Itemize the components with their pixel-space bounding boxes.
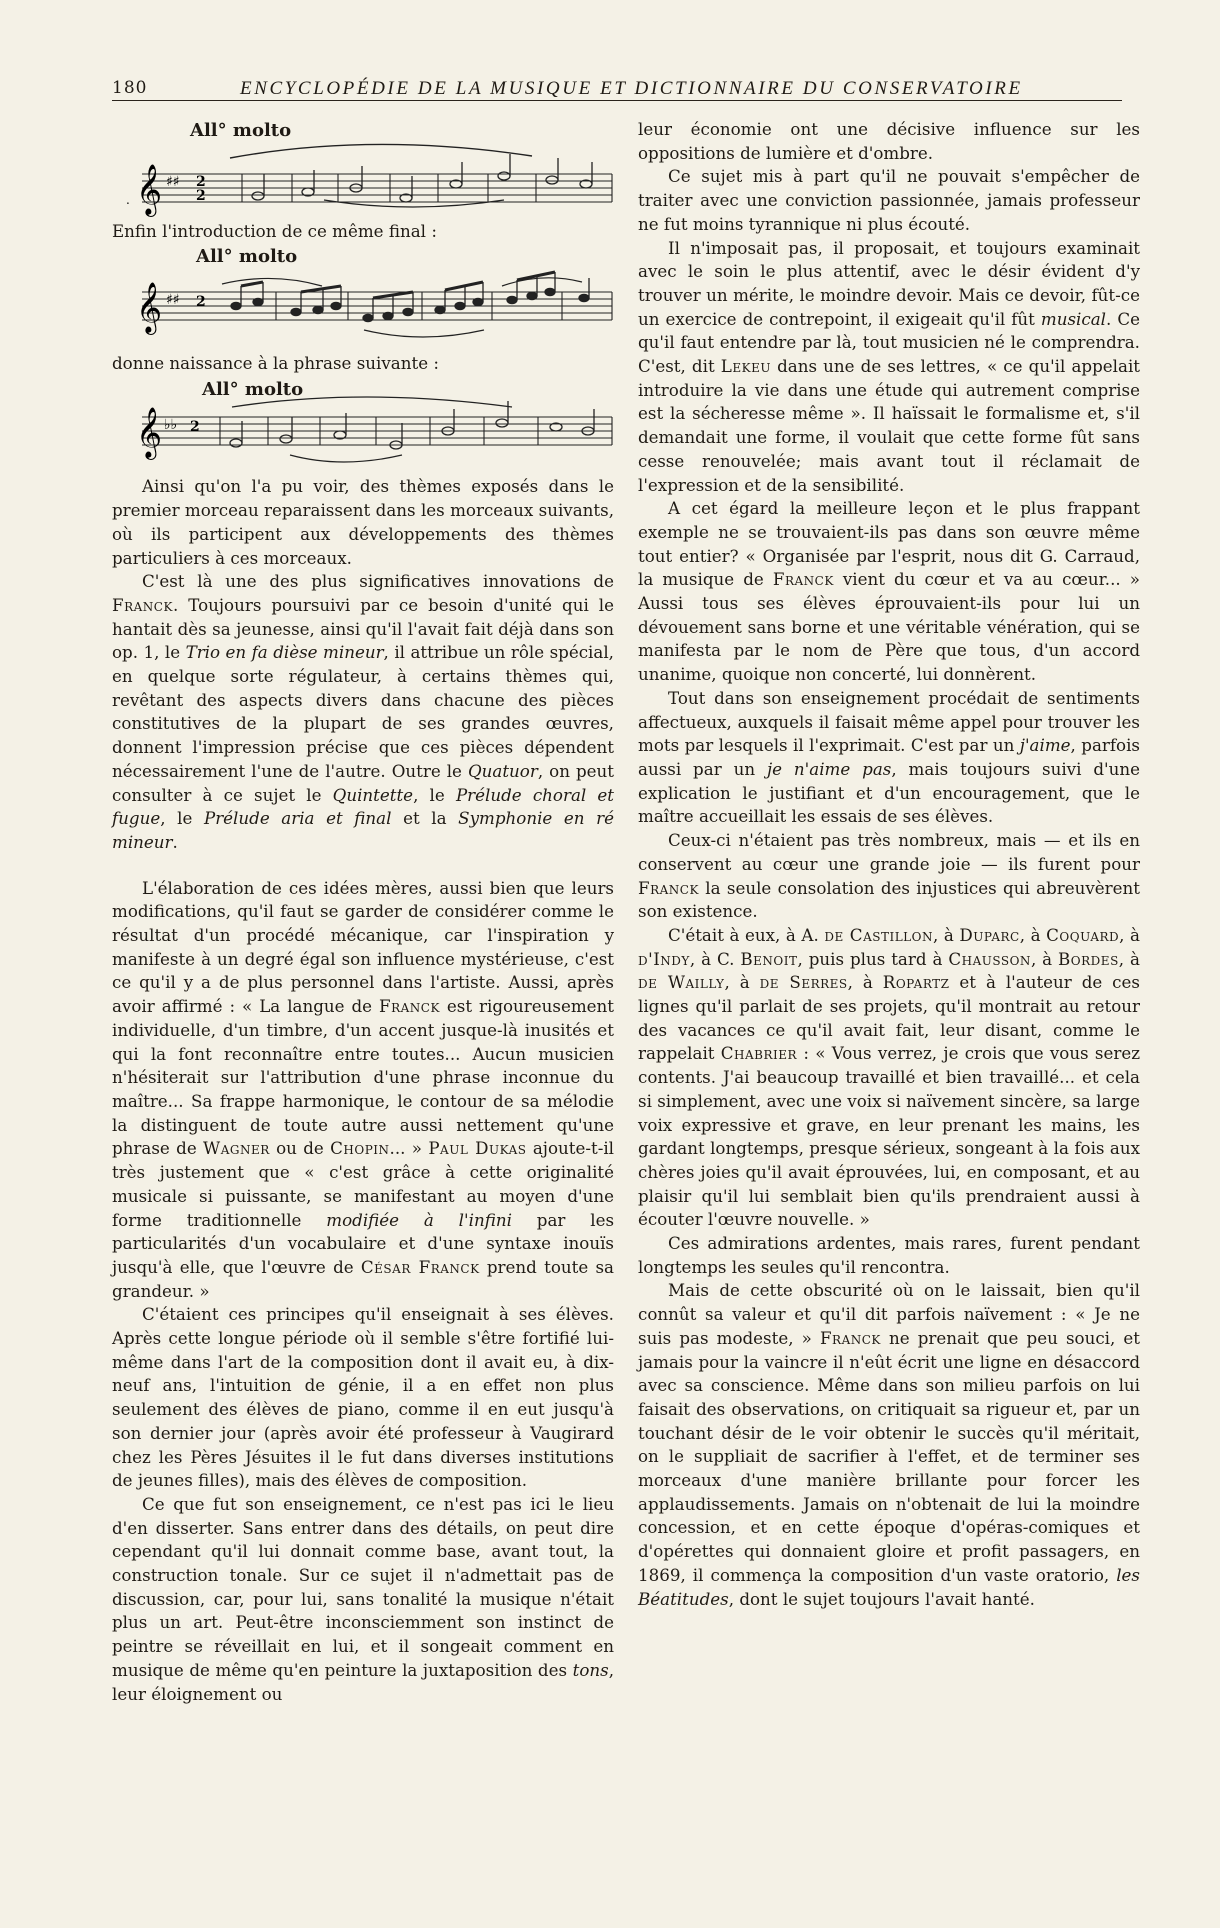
svg-text:2: 2: [196, 188, 206, 204]
paragraph: Ainsi qu'on l'a pu voir, des thèmes exposés dans le premier morceau reparaissent dans les morceaux suivants, où ils participent aux développements des thèmes particuliers à ces morceaux.: [112, 476, 614, 568]
paragraph: Ce que fut son enseignement, ce n'est pas ici le lieu d'en disserter. Sans entrer dans des détails, on peut dire cependant qu'il lui donnait comme base, avant tout, la construction tonale. Sur ce sujet il n'admettait pas de discussion, car, pour lui, sans tonalité la musique n'était plus un art. Peut-être inconsciemment son instinct de peintre se réveillait en lui, et il songeait comment en musique de même qu'en peinture la juxtaposition des tons, leur éloignement ou: [112, 1493, 614, 1704]
paragraph: L'élaboration de ces idées mères, aussi bien que leurs modifications, qu'il faut se garder de considérer comme le résultat d'un procédé mécanique, car l'inspiration y manifeste à un degré égal son influence mystérieuse, c'est ce qu'il y a de plus personnel dans l'artiste. Aussi, après avoir affirmé : « La langue de Franck est rigoureusement individuelle, d'un timbre, d'un accent jusque-là inusités et qui la font reconnaître entre toutes... Aucun musicien n'hésiterait sur l'attribution d'une phrase inconnue du maître... Sa frappe harmonique, le contour de sa mélodie la distinguent de toute autre aussi nettement qu'une phrase de Wagner ou de Chopin... » Paul Dukas ajoute-t-il très justement que « c'est grâce à cette originalité musicale si puissante, se manifestant au moyen d'une forme traditionnelle modifiée à l'infini par les particularités d'un vocabulaire et d'une syntaxe inouïs jusqu'à elle, que l'œuvre de César Franck prend toute sa grandeur. »: [112, 877, 615, 1301]
paragraph: C'étaient ces principes qu'il enseignait à ses élèves. Après cette longue période où il semble s'être fortifié lui-même dans l'art de la composition dont il avait eu, à dix-neuf ans, l'intuition de génie, il a en effet non plus seulement des élèves de piano, comme il en eut jusqu'à son dernier jour (après avoir été professeur à Vaugirard chez les Pères Jésuites il le fut dans diverses institutions de jeunes filles), mais des élèves de composition.: [112, 1304, 614, 1491]
paragraph: A cet égard la meilleure leçon et le plus frappant exemple ne se trouvaient-ils pas dans son œuvre même tout entier? « Organisée par l'esprit, nous dit G. Carraud, la musique de Franck vient du cœur et va au cœur... » Aussi tous ses élèves éprouvaient-ils pour lui un dévouement sans borne et une véritable vénération, qui se manifesta par le nom de Père que tous, d'un accord unanime, quoique non concerté, lui donnèrent.: [638, 498, 1140, 685]
svg-text:♯♯: ♯♯: [166, 174, 180, 190]
paragraph: C'était à eux, à A. de Castillon, à Duparc, à Coquard, à d'Indy, à C. Benoit, puis plus tard à Chausson, à Bordes, à de Wailly, à de Serres, à Ropartz et à l'auteur de ces lignes qu'il parlait de ses projets, qu'il montrait au retour des vacances ce qu'il avait fait, leur disant, comme le rappelait Chabrier : « Vous verrez, je crois que vous serez contents. J'ai beaucoup travaillé et bien travaillé... et cela si simplement, avec une voix si naïvement sincère, sa large voix expressive et grave, en leur prenant les mains, les gardant longtemps, presque sérieux, songeant à la fois aux chères joies qu'il avait éprouvées, lui, en composant, et au plaisir qu'il lui semblait bien qu'ils prendraient aussi à écouter l'œuvre nouvelle. »: [638, 924, 1140, 1230]
paragraph: Il n'imposait pas, il proposait, et toujours examinait avec le soin le plus attentif, avec le désir évident d'y trouver un mérite, le moindre devoir. Mais ce devoir, fût-ce un exercice de contrepoint, il exigeait qu'il fût musical. Ce qu'il faut entendre par là, tout musicien né le comprendra. C'est, dit Lekeu dans une de ses lettres, « ce qu'il appelait introduire la vie dans une étude qui autrement comprise est la sécheresse même ». Il haïssait le formalisme et, s'il demandait une forme, il voulait que cette forme fût sans cesse renouvelée; mais avant tout il réclamait de l'expression et de la sensibilité.: [638, 237, 1140, 495]
paragraph: Mais de cette obscurité où on le laissait, bien qu'il connût sa valeur et qu'il dit parfois naïvement : « Je ne suis pas modeste, » Franck ne prenait que peu souci, et jamais pour la vaincre il n'eût écrit une ligne en désaccord avec sa conscience. Même dans son milieu parfois on lui faisait des observations, on critiquait sa rigueur et, par un touchant désir de le voir obtenir le succès qu'il méritait, on le suppliait de sacrifier à l'effet, et de terminer ses morceaux d'une manière brillante pour forcer les applaudissements. Jamais on n'obtenait de lui la moindre concession, et en cette époque d'opéras-comiques et d'opérettes qui donnaient gloire et profit passagers, en 1869, il commença la composition d'un vaste oratorio, les Béatitudes, dont le sujet toujours l'avait hanté.: [638, 1280, 1140, 1609]
caption-introduction: Enfin l'introduction de ce même final :: [112, 221, 437, 241]
music-staff-3: [112, 377, 614, 475]
svg-text:2: 2: [196, 293, 206, 310]
music-example-3: [112, 377, 614, 475]
music-example-1: [112, 118, 614, 218]
page-number: 180: [112, 78, 148, 98]
music-example-2: [112, 246, 614, 350]
paragraph: Ceux-ci n'étaient pas très nombreux, mais — et ils en conservent au cœur une grande joie — ils furent pour Franck la seule consolation des injustices qui abreuvèrent son existence.: [638, 830, 1140, 922]
name-franck: Franck: [112, 594, 173, 615]
svg-text:2: 2: [190, 419, 200, 436]
paragraph: Tout dans son enseignement procédait de sentiments affectueux, auxquels il faisait même appel pour trouver les mots par lesquels il l'exprimait. C'est par un j'aime, parfois aussi par un je n'aime pas, mais toujours suivi d'une explication le justifiant et d'un encouragement, que le maître accueillait les essais de ses élèves.: [638, 687, 1140, 827]
svg-text:𝄞: 𝄞: [136, 164, 163, 215]
tempo-marking: All° molto: [196, 245, 298, 267]
svg-text:♭♭: ♭♭: [164, 417, 178, 434]
music-staff-2: [112, 246, 614, 350]
svg-text:.: .: [126, 193, 130, 207]
paragraph: C'est là une des plus significatives innovations de Franck. Toujours poursuivi par ce besoin d'unité qui le hantait dès sa jeunesse, ainsi qu'il l'avait fait déjà dans son op. 1, le Trio en fa dièse mineur, il attribue un rôle spécial, en quelque sorte régulateur, à certains thèmes qui, revêtant des aspects divers dans chacune des pièces constitutives de la plupart de ses grandes œuvres, donnent l'impression précise que ces pièces dépendent nécessairement l'une de l'autre. Outre le Quatuor, on peut consulter à ce sujet le Quintette, le Prélude choral et fugue, le Prélude aria et final et la Symphonie en ré mineur.: [112, 571, 614, 852]
svg-text:𝄞: 𝄞: [136, 281, 163, 333]
running-title: ENCYCLOPÉDIE DE LA MUSIQUE ET DICTIONNAIRE DU CONSERVATOIRE: [240, 78, 1023, 99]
paragraph: Ce sujet mis à part qu'il ne pouvait s'empêcher de traiter avec une conviction passionnée, jamais professeur ne fut moins tyrannique ni plus écouté.: [638, 166, 1140, 234]
svg-text:𝄞: 𝄞: [136, 407, 163, 459]
svg-text:♯♯: ♯♯: [166, 291, 180, 308]
tempo-marking: All° molto: [190, 120, 292, 141]
running-header: [112, 78, 1122, 101]
paragraph: leur économie ont une décisive influence sur les oppositions de lumière et d'ombre.: [638, 119, 1140, 163]
caption-phrase: donne naissance à la phrase suivante :: [112, 352, 440, 373]
right-column: [638, 118, 1140, 1611]
svg-text:2: 2: [196, 174, 206, 190]
tempo-marking: All° molto: [202, 379, 304, 401]
paragraph: Ces admirations ardentes, mais rares, furent pendant longtemps les seules qu'il rencontra.: [638, 1233, 1140, 1277]
left-column: [112, 118, 614, 1706]
music-staff-1: [112, 118, 614, 218]
